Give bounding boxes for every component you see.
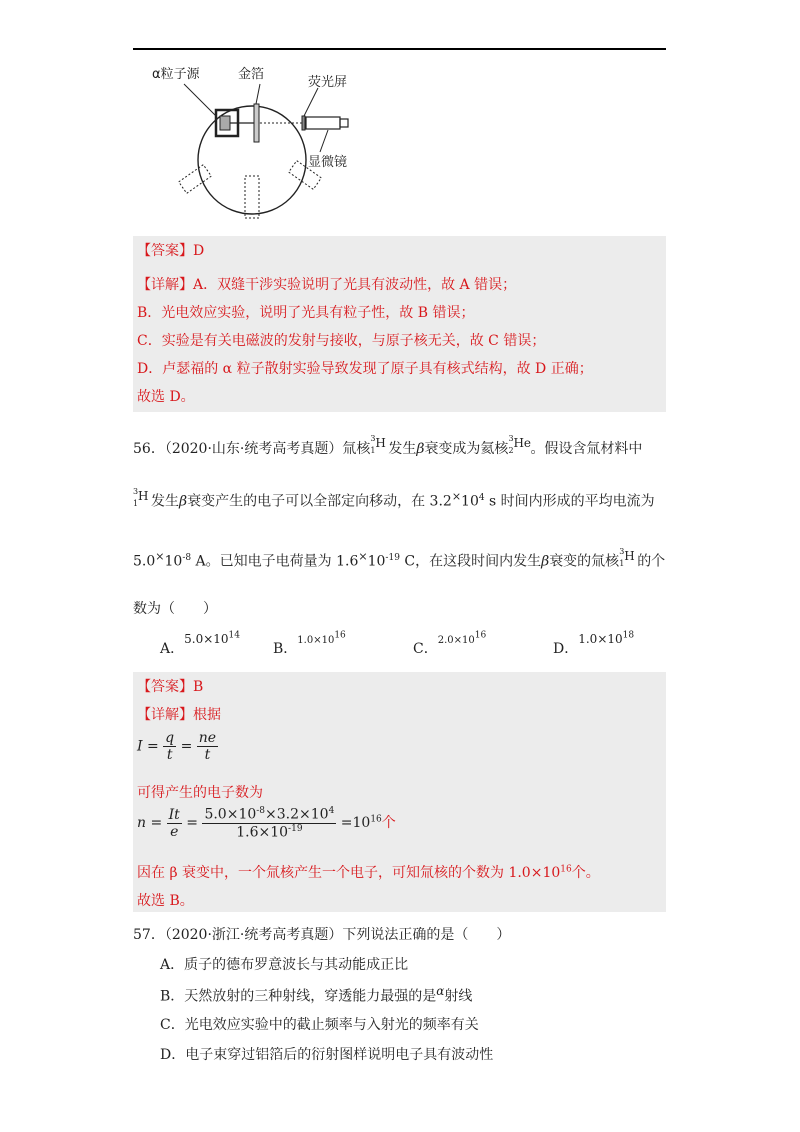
q56-stem-line2: 3 1 H 发生β衰变产生的电子可以全部定向移动，在 $3.2^\times 10^4$ s 时间内形成的平均电流为	[133, 486, 655, 510]
label-gold-foil: 金箔	[238, 67, 265, 82]
q56-stem-text: 56．（2020·山东·统考高考真题）氚核	[133, 441, 371, 457]
q56-stem-line1: 56．（2020·山东·统考高考真题）氚核 3 1 H 发生β衰变成为氦核 3 2 He 。假设含氚材料中	[133, 434, 643, 457]
source-core	[220, 116, 230, 130]
q56-because: 因在 β 衰变中，一个氚核产生一个电子，可知氚核的个数为 $1.0\times 10^{16}$个。	[137, 864, 600, 881]
label-alpha-source: α粒子源	[152, 67, 200, 82]
formula-electron-count: n = $\frac{It}{e}$ = $\frac{5.0\times 10^{-8}\times 3.2\times 10^4}{1.6\times 10^{-19}}$ $=10^{16}$个	[137, 806, 396, 841]
q55-detail-d: D．卢瑟福的 α 粒子散射实验导致发现了原子具有核式结构，故 D 正确；	[137, 361, 593, 377]
q56-stem-line4: 数为（ ）	[133, 601, 217, 617]
q55-detail-a: 【详解】A．双缝干涉实验说明了光具有波动性，故 A 错误；	[137, 277, 517, 293]
q56-detail-head: 【详解】根据	[137, 707, 221, 723]
q57-option-c[interactable]: C．光电效应实验中的截止频率与入射光的频率有关	[160, 1017, 479, 1033]
q55-answer-box	[133, 236, 666, 412]
header-rule	[133, 48, 666, 50]
q56-electron-text: 可得产生的电子数为	[137, 785, 263, 801]
tritium-symbol: 3 1 H	[370, 434, 386, 455]
q55-answer: 【答案】D	[137, 243, 205, 259]
microscope	[306, 117, 340, 129]
alpha-scattering-diagram	[150, 64, 390, 224]
q57-option-a[interactable]: A．质子的德布罗意波长与其动能成正比	[160, 957, 409, 973]
q55-detail-b: B．光电效应实验，说明了光具有粒子性，故 B 错误；	[137, 305, 475, 321]
q56-option-c[interactable]: C．$2.0\times 10^{16}$	[413, 630, 487, 657]
q57-stem: 57．（2020·浙江·统考高考真题）下列说法正确的是（ ）	[133, 927, 511, 943]
q56-answer-box	[133, 672, 666, 912]
q56-option-b[interactable]: B．$1.0\times 10^{16}$	[273, 630, 346, 657]
formula-current: I = $\frac{q}{t}$ = $\frac{ne}{t}$	[137, 730, 217, 763]
q57-option-d[interactable]: D．电子束穿过铝箔后的衍射图样说明电子具有波动性	[160, 1047, 494, 1063]
label-screen: 荧光屏	[308, 75, 348, 90]
tritium-symbol: 3 1 H	[133, 486, 149, 508]
fluorescent-screen	[302, 116, 305, 130]
q56-stem-line3: $5.0^\times 10^{-8}$ A。已知电子电荷量为 $1.6^\times 10^{-19}$ C，在这段时间内发生β衰变的氚核 3 1 H 的个	[133, 546, 666, 570]
q56-answer: 【答案】B	[137, 679, 204, 695]
helium-symbol: 3 2 He	[508, 434, 532, 455]
gold-foil	[254, 104, 259, 142]
q56-option-d[interactable]: D．$1.0\times 10^{18}$	[553, 630, 635, 657]
apparatus-circle	[198, 106, 306, 214]
q56-conclusion: 故选 B。	[137, 893, 194, 909]
q55-conclusion: 故选 D。	[137, 389, 195, 405]
beta-symbol: β	[416, 441, 425, 457]
label-microscope: 显微镜	[308, 155, 348, 170]
tritium-symbol: 3 1 H	[619, 546, 635, 568]
q57-option-b[interactable]: B．天然放射的三种射线，穿透能力最强的是α射线	[160, 984, 473, 1005]
q56-option-a[interactable]: A．$5.0\times 10^{14}$	[160, 630, 240, 657]
q55-detail-c: C．实验是有关电磁波的发射与接收，与原子核无关，故 C 错误；	[137, 333, 546, 349]
detector-bottom	[245, 176, 259, 218]
